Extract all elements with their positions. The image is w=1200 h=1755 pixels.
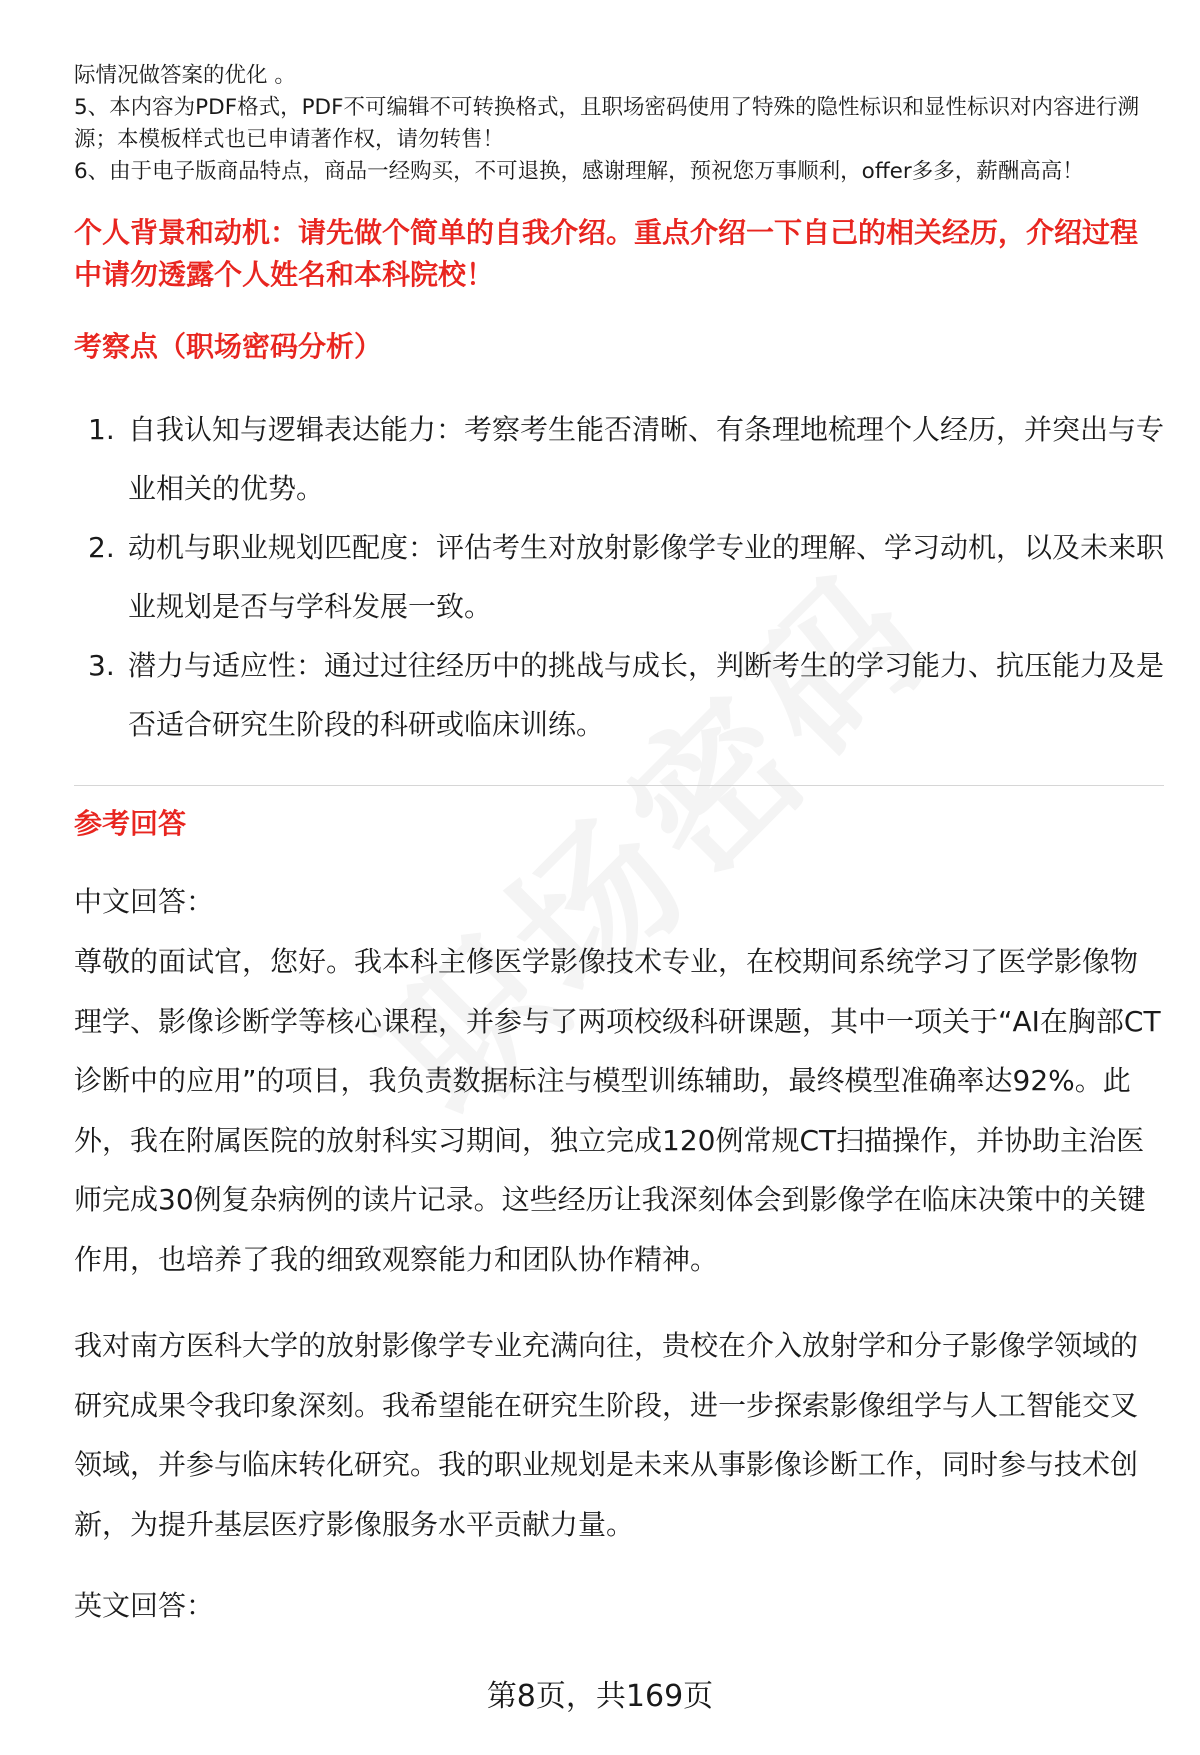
answer-paragraph-1: 尊敬的面试官，您好。我本科主修医学影像技术专业，在校期间系统学习了医学影像物理学、影像诊断学等核心课程，并参与了两项校级科研课题，其中一项关于“AI在胸部CT诊断中的应用”的项目，我负责数据标注与模型训练辅助，最终模型准确率达92%。此外，我在附属医院的放射科实习期间，独立完成120例常规CT扫描操作，并协助主治医师完成30例复杂病例的读片记录。这些经历让我深刻体会到影像学在临床决策中的关键作用，也培养了我的细致观察能力和团队协作精神。 — [74, 945, 1161, 1276]
chinese-answer-label: 中文回答： — [74, 885, 215, 918]
note-line: 际情况做答案的优化 。 — [74, 63, 296, 88]
note-line: 6、由于电子版商品特点，商品一经购买，不可退换，感谢理解，预祝您万事顺利，offer多多，薪酬高高！ — [74, 159, 1084, 184]
english-answer-label: 英文回答： — [74, 1589, 215, 1622]
question-heading: 个人背景和动机：请先做个简单的自我介绍。重点介绍一下自己的相关经历，介绍过程中请勿透露个人姓名和本科院校！ — [74, 216, 1139, 291]
list-text: 动机与职业规划匹配度：评估考生对放射影像学专业的理解、学习动机，以及未来职业规划是否与学科发展一致。 — [128, 531, 1165, 623]
list-text: 自我认知与逻辑表达能力：考察考生能否清晰、有条理地梳理个人经历，并突出与专业相关的优势。 — [128, 413, 1165, 505]
notes-block — [74, 60, 1164, 188]
note-line: 5、本内容为PDF格式，PDF不可编辑不可转换格式，且职场密码使用了特殊的隐性标识和显性标识对内容进行溯源；本模板样式也已申请著作权，请勿转售！ — [74, 95, 1139, 152]
list-number: 1. — [88, 413, 115, 446]
reference-heading: 参考回答 — [74, 807, 187, 840]
answer-paragraph-2: 我对南方医科大学的放射影像学专业充满向往，贵校在介入放射学和分子影像学领域的研究成果令我印象深刻。我希望能在研究生阶段，进一步探索影像组学与人工智能交叉领域，并参与临床转化研究。我的职业规划是未来从事影像诊断工作，同时参与技术创新，为提升基层医疗影像服务水平贡献力量。 — [74, 1329, 1139, 1541]
page-number: 第8页，共169页 — [486, 1679, 714, 1714]
list-item — [74, 518, 1164, 636]
list-number: 3. — [88, 649, 115, 682]
analysis-heading: 考察点（职场密码分析） — [74, 330, 383, 363]
analysis-points — [74, 400, 1164, 754]
list-item — [74, 636, 1164, 754]
list-number: 2. — [88, 531, 115, 564]
list-item — [74, 400, 1164, 518]
section-divider — [74, 785, 1164, 786]
list-text: 潜力与适应性：通过过往经历中的挑战与成长，判断考生的学习能力、抗压能力及是否适合研究生阶段的科研或临床训练。 — [128, 649, 1165, 741]
